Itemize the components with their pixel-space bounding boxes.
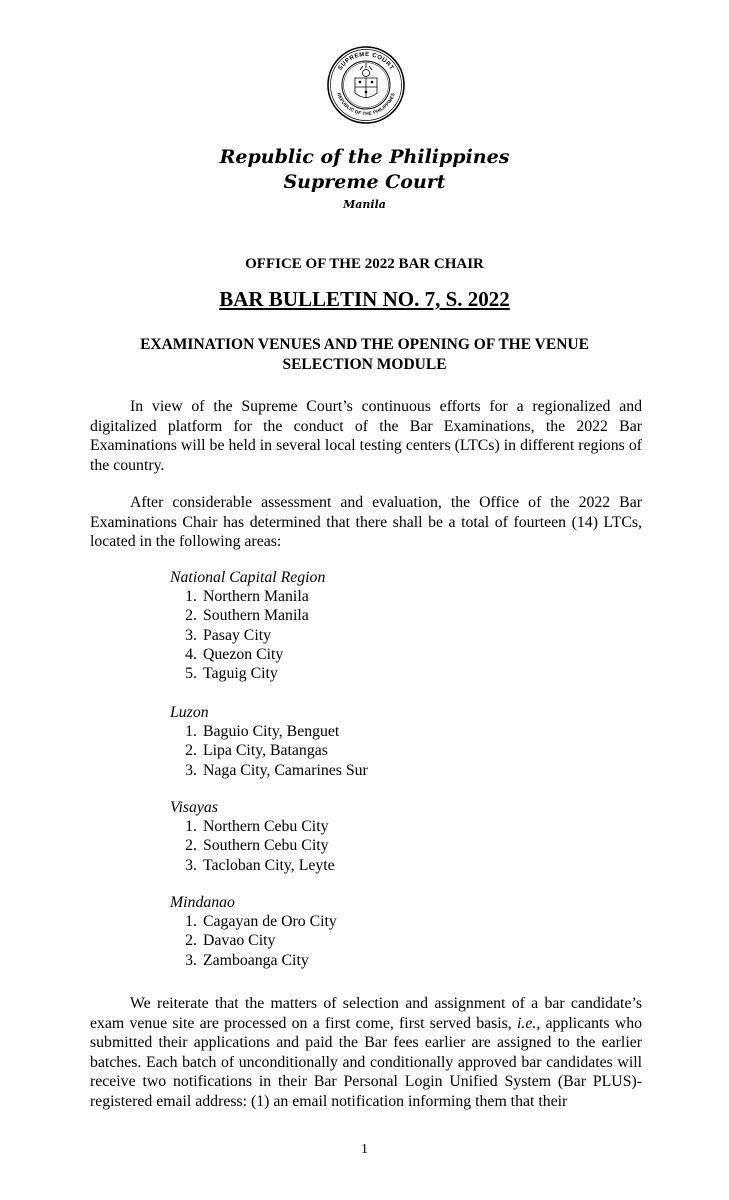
- region-name: National Capital Region: [170, 569, 326, 586]
- list-item: 4. Quezon City: [185, 645, 284, 663]
- list-item: 2. Davao City: [185, 932, 276, 950]
- list-item: 1. Cagayan de Oro City: [185, 913, 337, 930]
- paragraph-1: In view of the Supreme Court’s continuous efforts for a regionalized and digitalized platform for the conduct of the Bar Examinations, the 2022 Bar Examinations will be held in several local testing centers (LTCs) in different regions of the country.: [90, 398, 642, 474]
- region-name: Mindanao: [170, 894, 235, 911]
- list-item: 1. Northern Manila: [185, 588, 309, 605]
- paragraph-2: After considerable assessment and evaluation, the Office of the 2022 Bar Examinations Chair has determined that there shall be a total of fourteen (14) LTCs, located in the following areas:: [90, 494, 642, 551]
- list-item: 1. Northern Cebu City: [185, 818, 329, 835]
- ltc-list: [170, 817, 335, 875]
- region-visayas: [170, 798, 335, 875]
- letterhead-republic: Republic of the Philippines: [219, 146, 510, 168]
- list-item: 3. Pasay City: [185, 626, 272, 644]
- office-heading: OFFICE OF THE 2022 BAR CHAIR: [245, 256, 484, 272]
- list-item: 3. Zamboanga City: [185, 951, 309, 969]
- region-ncr: [170, 568, 325, 683]
- list-item: 2. Lipa City, Batangas: [185, 742, 328, 760]
- region-name: Luzon: [170, 704, 209, 721]
- paragraph-3: We reiterate that the matters of selection and assignment of a bar candidate’s exam venue site are processed on a first come, first served basis, i.e., applicants who submitted their applications and paid the Bar fees earlier are assigned to the earlier batches. Each batch of unconditionally and conditionally approved bar candidates will receive two notifications in their Bar Personal Login Unified System (Bar PLUS)-registered email address: (1) an email notification informing them that their: [90, 995, 643, 1110]
- bulletin-title: BAR BULLETIN NO. 7, S. 2022: [219, 287, 510, 311]
- list-item: 3. Tacloban City, Leyte: [185, 856, 335, 874]
- region-mindanao: [170, 893, 337, 970]
- region-name: Visayas: [170, 799, 218, 816]
- list-item: 1. Baguio City, Benguet: [185, 723, 340, 740]
- page-number: 1: [361, 1142, 368, 1157]
- ltc-list: [170, 912, 337, 970]
- ltc-list: [170, 722, 368, 780]
- subject-line-1: EXAMINATION VENUES AND THE OPENING OF THE VENUE: [140, 336, 589, 353]
- seal-outer-text: SUPREME COURT: [337, 51, 395, 72]
- seal-inner-text: REPUBLIC OF THE PHILIPPINES: [336, 92, 396, 117]
- list-item: 2. Southern Manila: [185, 607, 309, 625]
- list-item: 3. Naga City, Camarines Sur: [185, 761, 368, 779]
- letterhead-manila: Manila: [343, 198, 386, 211]
- subject-heading: [0, 335, 729, 375]
- subject-line-2: SELECTION MODULE: [282, 356, 447, 373]
- supreme-court-seal-icon: [327, 46, 405, 124]
- list-item: 5. Taguig City: [185, 665, 278, 683]
- region-luzon: [170, 703, 368, 780]
- list-item: 2. Southern Cebu City: [185, 837, 329, 855]
- ltc-list: [170, 587, 325, 683]
- letterhead-supreme-court: Supreme Court: [283, 171, 446, 193]
